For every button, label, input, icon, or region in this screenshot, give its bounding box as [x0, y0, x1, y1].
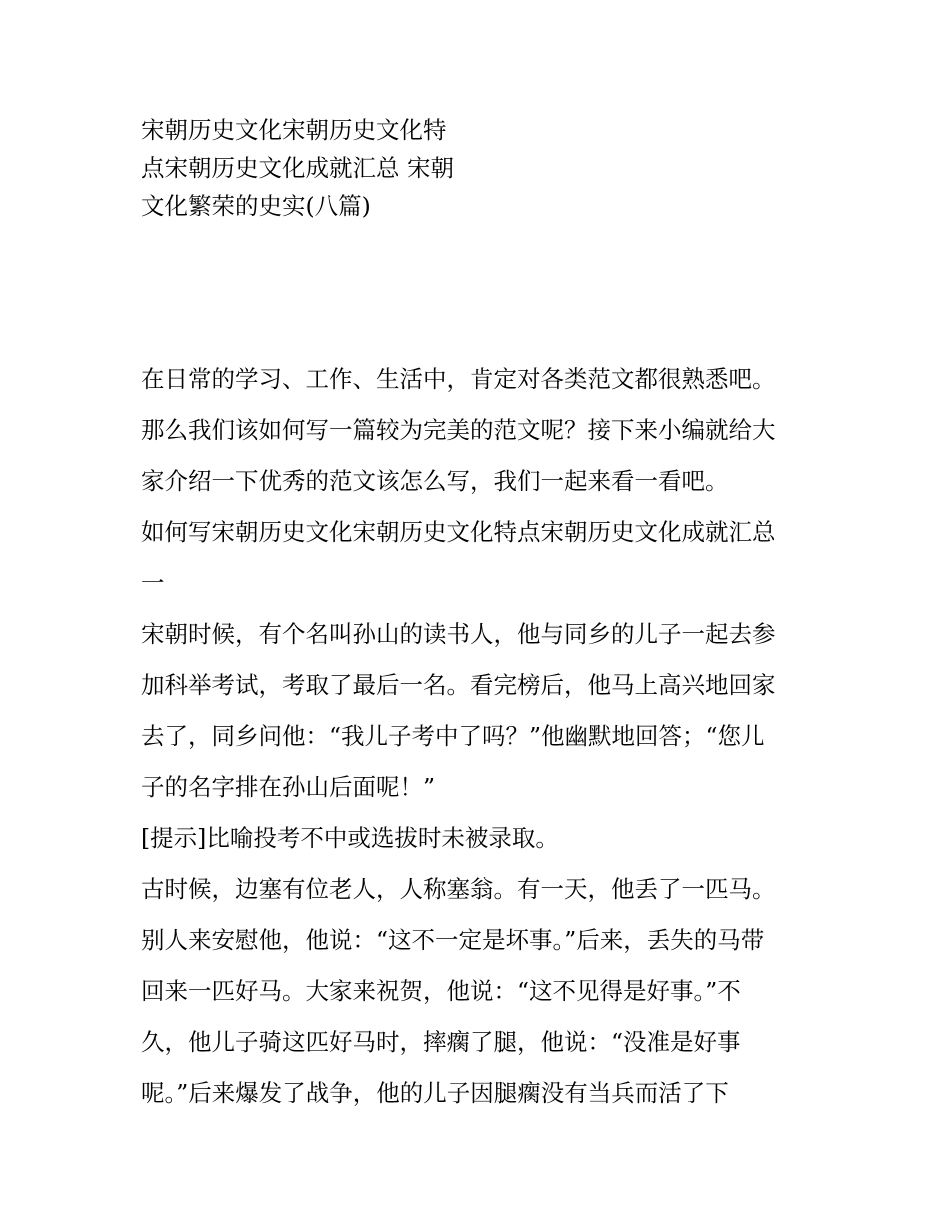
document-title [141, 111, 831, 225]
line-spacing [141, 551, 831, 564]
line-spacing [141, 806, 831, 819]
body-text-line: 加科举考试，考取了最后一名。看完榜后，他马上高兴地回家 [141, 671, 776, 699]
line-spacing [141, 959, 831, 972]
line-spacing [141, 449, 831, 462]
document-body [141, 360, 831, 1112]
body-text-line: 古时候，边塞有位老人，人称塞翁。有一天，他丢了一匹马。 [141, 875, 776, 903]
title-line: 点宋朝历史文化成就汇总 宋朝 [141, 154, 454, 182]
body-text-line: 子的名字排在孙山后面呢！” [141, 773, 436, 801]
body-text-line: 久，他儿子骑这匹好马时，摔瘸了腿，他说：“没准是好事 [141, 1028, 741, 1056]
line-spacing [141, 1010, 831, 1023]
title-line: 文化繁荣的史实(八篇) [141, 192, 371, 220]
body-text-line: 如何写宋朝历史文化宋朝历史文化特点宋朝历史文化成就汇总 [141, 518, 776, 546]
body-text-line: 回来一匹好马。大家来祝贺，他说：“这不见得是好事。”不 [141, 977, 741, 1005]
line-spacing [141, 704, 831, 717]
body-text-line: 在日常的学习、工作、生活中，肯定对各类范文都很熟悉吧。 [141, 365, 776, 393]
line-spacing [141, 908, 831, 921]
body-text-line: 一 [141, 569, 165, 597]
line-spacing [141, 653, 831, 666]
line-spacing [141, 1061, 831, 1074]
line-spacing [141, 398, 831, 411]
body-text-line: 别人来安慰他，他说：“这不一定是坏事。”后来，丢失的马带 [141, 926, 765, 954]
line-spacing [141, 602, 831, 615]
body-text-line: 家介绍一下优秀的范文该怎么写，我们一起来看一看吧。 [141, 467, 729, 495]
line-spacing [141, 857, 831, 870]
line-spacing [141, 500, 831, 513]
title-line: 宋朝历史文化宋朝历史文化特 [141, 116, 447, 144]
body-text-line: [提示]比喻投考不中或选拔时未被录取。 [141, 824, 559, 852]
body-text-line: 那么我们该如何写一篇较为完美的范文呢？接下来小编就给大 [141, 416, 776, 444]
body-text-line: 宋朝时候，有个名叫孙山的读书人，他与同乡的儿子一起去参 [141, 620, 776, 648]
body-text-line: 去了，同乡问他：“我儿子考中了吗？”他幽默地回答；“您儿 [141, 722, 765, 750]
line-spacing [141, 755, 831, 768]
body-text-line: 呢。”后来爆发了战争，他的儿子因腿瘸没有当兵而活了下 [141, 1079, 729, 1107]
